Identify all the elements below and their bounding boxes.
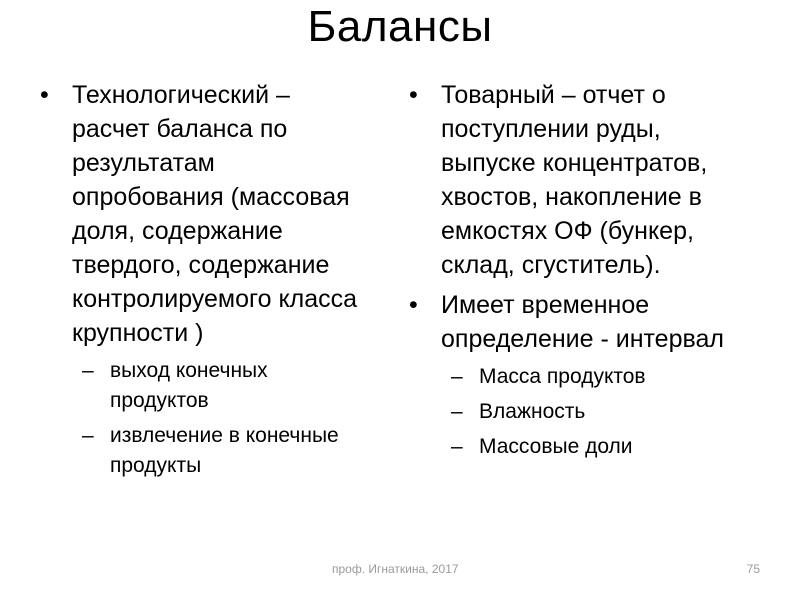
sub-bullet-text: выход конечных продуктов	[110, 359, 268, 412]
page-number: 75	[746, 562, 760, 576]
dash-marker: –	[451, 435, 463, 458]
sub-bullet-list	[405, 362, 745, 462]
sub-bullet-item	[36, 356, 366, 416]
left-column	[36, 78, 366, 486]
slide-title: Балансы	[307, 2, 493, 51]
sub-bullet-item	[36, 421, 366, 481]
bullet-item	[36, 78, 366, 350]
sub-bullet-text: Массовые доли	[479, 435, 633, 458]
sub-bullet-item	[405, 432, 745, 462]
bullet-marker: •	[409, 291, 418, 319]
sub-bullet-text: извлечение в конечные продукты	[110, 424, 339, 477]
bullet-item	[405, 288, 745, 356]
sub-bullet-list	[36, 356, 366, 481]
sub-bullet-text: Масса продуктов	[479, 365, 646, 388]
bullet-text-commodity: Товарный – отчет о поступлении руды, выпуске концентратов, хвостов, накопление в емкостях ОФ (бункер, склад, сгуститель).	[441, 81, 708, 279]
dash-marker: –	[82, 424, 94, 447]
bullet-marker: •	[409, 81, 418, 109]
dash-marker: –	[82, 359, 94, 382]
sub-bullet-item	[405, 362, 745, 392]
sub-bullet-item	[405, 397, 745, 427]
bullet-text-technological: Технологический – расчет баланса по результатам опробования (массовая доля, содержание твердого, содержание контролируемого класса крупности )	[72, 81, 358, 347]
dash-marker: –	[451, 365, 463, 388]
bullet-text-time-definition: Имеет временное определение - интервал	[441, 291, 724, 353]
sub-bullet-text: Влажность	[479, 400, 586, 423]
bullet-marker: •	[40, 81, 49, 109]
right-column	[405, 78, 745, 467]
dash-marker: –	[451, 400, 463, 423]
slide-footer: проф. Игнаткина, 2017	[332, 562, 459, 576]
bullet-item	[405, 78, 745, 282]
